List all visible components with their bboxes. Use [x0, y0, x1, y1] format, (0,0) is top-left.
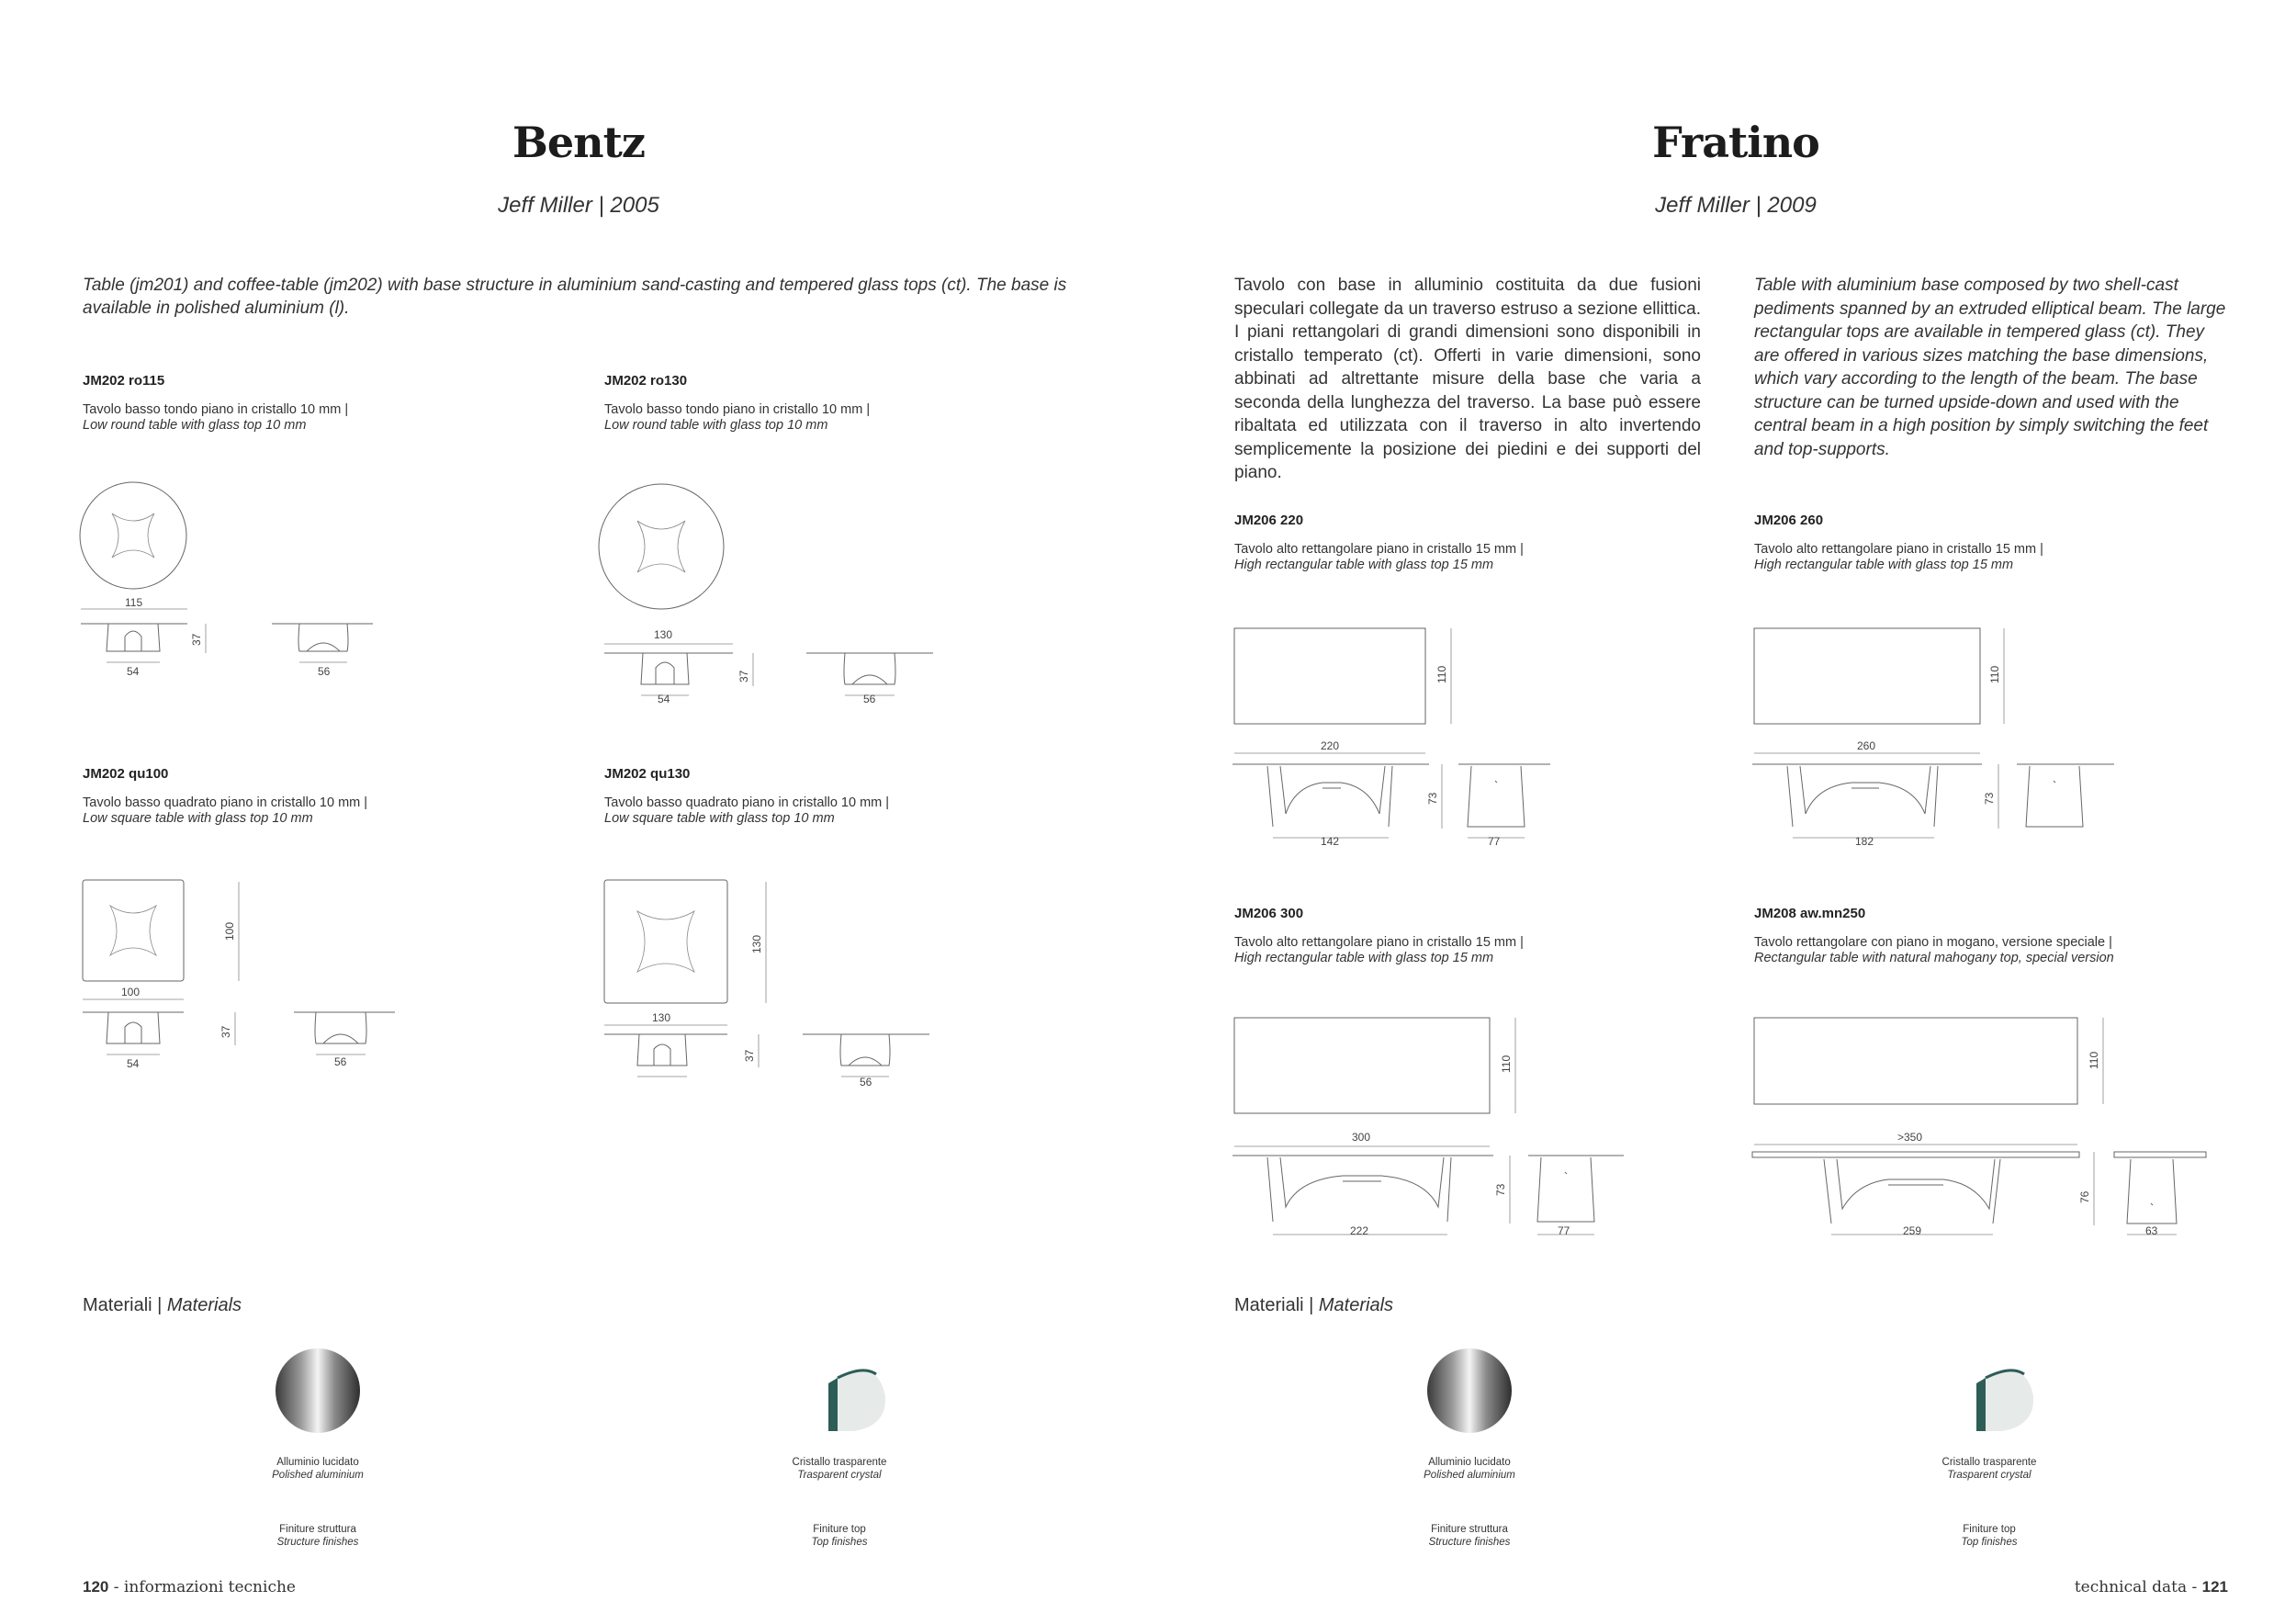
- base-footprint: [637, 911, 694, 972]
- description-english: Low square table with glass top 10 mm: [83, 811, 313, 826]
- aluminium-disc: [1427, 1348, 1512, 1433]
- product-code: JM202 qu130: [604, 766, 691, 782]
- base-width-label: 54: [127, 665, 140, 678]
- depth-label: 110: [1435, 665, 1448, 683]
- base-side-view: [1537, 1157, 1594, 1222]
- base-side-view: [315, 1012, 366, 1043]
- material-name-italian: Cristallo trasparente: [1941, 1457, 2037, 1468]
- depth-label: 110: [1988, 665, 2001, 683]
- description-english: Low round table with glass top 10 mm: [83, 418, 307, 433]
- intro-text-english: Table with aluminium base composed by two shell-cast pediments spanned by an extruded elliptical beam. The large rectangular tops are available in tempered glass (ct). They are offered in various sizes matching the base dimensions, which vary according to the length of the beam. The base structure can be turned upside-down and used with the central beam in a high position by simply switching the feet and top-supports.: [1754, 276, 2226, 459]
- technical-drawing-jm206-220: [1231, 625, 1561, 854]
- page-number: 120: [83, 1578, 109, 1596]
- finish-name-italian: Finiture struttura: [279, 1524, 356, 1535]
- height-label: 73: [1983, 792, 1996, 805]
- finish-name-english: Top finishes: [1961, 1537, 2018, 1548]
- side-width-label: 77: [1488, 835, 1501, 848]
- material-name-english: Trasparent crystal: [797, 1470, 882, 1481]
- intro-text-bentz: Table (jm201) and coffee-table (jm202) with base structure in aluminium sand-casting and tempered glass tops (ct). The base is available in polished aluminium (l).: [83, 276, 1067, 318]
- base-side-view: [1468, 766, 1525, 827]
- height-label: 73: [1426, 792, 1439, 805]
- rect-top-outline: [1754, 628, 1980, 724]
- finish-name-english: Structure finishes: [276, 1537, 359, 1548]
- materials-heading-italian: Materiali: [83, 1295, 152, 1315]
- product-description: [1234, 935, 1712, 966]
- designer-year-bentz: Jeff Miller | 2005: [498, 193, 659, 218]
- side-width-label: 56: [334, 1055, 347, 1068]
- base-front-view: [1267, 766, 1392, 827]
- square-top-outline: [604, 880, 727, 1003]
- crystal-face: [1984, 1370, 2033, 1431]
- height-label: 37: [743, 1049, 756, 1062]
- aluminium-disc: [276, 1348, 360, 1433]
- rect-top-outline: [1234, 628, 1425, 724]
- product-description: [604, 402, 1082, 434]
- base-front-view: [107, 624, 160, 651]
- description-english: High rectangular table with glass top 15 mm: [1234, 951, 1494, 965]
- finish-label-top: [1897, 1523, 2081, 1549]
- polished-aluminium-swatch: [274, 1347, 362, 1435]
- material-label-aluminium: [226, 1456, 410, 1482]
- depth-label: 110: [2088, 1051, 2100, 1069]
- base-width-label: 259: [1903, 1224, 1922, 1237]
- finish-label-top: [748, 1523, 931, 1549]
- transparent-crystal-swatch: [1975, 1361, 2039, 1435]
- materials-heading-separator: |: [1303, 1295, 1319, 1315]
- finish-name-italian: Finiture top: [1963, 1524, 2016, 1535]
- base-width-label: 54: [127, 1057, 140, 1070]
- finish-label-structure: [1378, 1523, 1561, 1549]
- finish-name-english: Structure finishes: [1428, 1537, 1511, 1548]
- technical-drawing-qu100: [73, 873, 422, 1084]
- base-width-label: 182: [1855, 835, 1874, 848]
- base-width-label: 222: [1350, 1224, 1369, 1237]
- side-width-label: 56: [860, 1076, 872, 1088]
- product-title-fratino: Fratino: [1652, 118, 1819, 167]
- product-description: [83, 795, 560, 827]
- product-description: [604, 795, 1082, 827]
- dimension-label: 130: [652, 1011, 671, 1024]
- base-side-view: [840, 1034, 890, 1066]
- description-italian: Tavolo alto rettangolare piano in cristallo 15 mm |: [1234, 542, 1524, 557]
- base-width-label: 54: [658, 693, 670, 705]
- finish-name-italian: Finiture struttura: [1431, 1524, 1508, 1535]
- technical-drawing-ro130: [597, 482, 964, 712]
- height-label: 37: [737, 670, 750, 682]
- page-footer-right: [2075, 1578, 2228, 1596]
- base-front-view: [1267, 1157, 1451, 1222]
- side-width-label: 56: [318, 665, 331, 678]
- materials-heading: [83, 1295, 242, 1316]
- base-front-view: [637, 1034, 687, 1066]
- product-code: JM206 260: [1754, 513, 1824, 528]
- mahogany-top-front: [1752, 1152, 2079, 1157]
- intro-text-italian: Tavolo con base in alluminio costituita da due fusioni speculari collegate da un traverso estruso a sezione ellittica. I piani rettangolari di grandi dimensioni sono disponibili in cristallo temperato (ct). Offerti in varie dimensioni, sono abbinati ad altrettante misure della base che varia a seconda della lunghezza del traverso. La base può essere ribaltata ed utilizzata con il traverso in alto invertendo semplicemente la posizione dei piedini e dei supporti del piano.: [1234, 276, 1701, 482]
- product-description: [83, 402, 560, 434]
- material-label-crystal: [748, 1456, 931, 1482]
- depth-label: 100: [223, 921, 236, 941]
- description-italian: Tavolo basso tondo piano in cristallo 10 mm |: [83, 402, 349, 417]
- dimension-label: 300: [1352, 1131, 1371, 1144]
- depth-label: 130: [750, 934, 763, 953]
- materials-heading: [1234, 1295, 1393, 1316]
- base-front-view: [107, 1012, 160, 1043]
- description-italian: Tavolo basso tondo piano in cristallo 10 mm |: [604, 402, 871, 417]
- side-width-label: 63: [2145, 1224, 2158, 1237]
- base-footprint: [112, 513, 154, 558]
- base-side-view: [2127, 1159, 2177, 1224]
- round-top-outline: [80, 482, 186, 589]
- base-footprint: [637, 521, 685, 572]
- materials-heading-english: Materials: [166, 1295, 242, 1315]
- product-code: JM206 300: [1234, 906, 1304, 921]
- description-italian: Tavolo basso quadrato piano in cristallo 10 mm |: [83, 795, 368, 810]
- finish-name-english: Top finishes: [811, 1537, 868, 1548]
- side-width-label: 56: [863, 693, 876, 705]
- description-english: Low square table with glass top 10 mm: [604, 811, 835, 826]
- dimension-label: >350: [1897, 1131, 1923, 1144]
- material-name-italian: Cristallo trasparente: [792, 1457, 887, 1468]
- mahogany-top-side: [2114, 1152, 2206, 1157]
- technical-drawing-jm206-260: [1750, 625, 2136, 854]
- dimension-label: 100: [121, 986, 141, 998]
- description-italian: Tavolo rettangolare con piano in mogano, versione speciale |: [1754, 935, 2112, 950]
- round-top-outline: [599, 484, 724, 609]
- rect-top-outline: [1234, 1018, 1490, 1113]
- product-code: JM202 ro115: [83, 373, 165, 389]
- finish-label-structure: [226, 1523, 410, 1549]
- crystal-edge: [1976, 1378, 1986, 1431]
- base-front-view: [641, 653, 689, 684]
- base-front-view: [1824, 1159, 2000, 1224]
- material-name-italian: Alluminio lucidato: [276, 1457, 359, 1468]
- technical-drawing-jm206-300: [1231, 1014, 1635, 1253]
- technical-drawing-qu130: [597, 873, 983, 1102]
- finish-name-italian: Finiture top: [813, 1524, 866, 1535]
- designer-year-fratino: Jeff Miller | 2009: [1655, 193, 1817, 218]
- page-section-label: - informazioni tecniche: [108, 1578, 296, 1596]
- base-front-view: [1787, 766, 1938, 827]
- description-english: Rectangular table with natural mahogany top, special version: [1754, 951, 2114, 965]
- crystal-edge: [828, 1378, 838, 1431]
- description-english: High rectangular table with glass top 15 mm: [1234, 558, 1494, 572]
- description-english: High rectangular table with glass top 15 mm: [1754, 558, 2014, 572]
- base-width-label: 142: [1321, 835, 1340, 848]
- material-name-english: Trasparent crystal: [1947, 1470, 2032, 1481]
- dimension-label: 260: [1857, 739, 1876, 752]
- transparent-crystal-swatch: [827, 1361, 891, 1435]
- page-section-label: technical data -: [2074, 1578, 2202, 1596]
- description-english: Low round table with glass top 10 mm: [604, 418, 828, 433]
- base-side-view: [844, 653, 895, 684]
- material-name-italian: Alluminio lucidato: [1428, 1457, 1511, 1468]
- material-name-english: Polished aluminium: [1424, 1470, 1515, 1481]
- technical-drawing-jm208: [1750, 1014, 2228, 1253]
- base-footprint: [110, 906, 156, 955]
- product-code: JM206 220: [1234, 513, 1304, 528]
- dimension-label: 220: [1321, 739, 1340, 752]
- height-label: 37: [190, 633, 203, 646]
- product-code: JM202 ro130: [604, 373, 688, 389]
- description-italian: Tavolo alto rettangolare piano in cristallo 15 mm |: [1234, 935, 1524, 950]
- product-code: JM208 aw.mn250: [1754, 906, 1866, 921]
- product-code: JM202 qu100: [83, 766, 169, 782]
- dimension-label: 115: [125, 596, 143, 609]
- base-side-view: [2026, 766, 2083, 827]
- dimension-label: 130: [654, 628, 673, 641]
- height-label: 73: [1494, 1183, 1507, 1196]
- materials-heading-italian: Materiali: [1234, 1295, 1304, 1315]
- description-italian: Tavolo alto rettangolare piano in cristallo 15 mm |: [1754, 542, 2043, 557]
- product-description: [1754, 542, 2232, 573]
- product-description: [1754, 935, 2232, 966]
- page-number: 121: [2201, 1578, 2228, 1596]
- material-label-aluminium: [1378, 1456, 1561, 1482]
- height-label: 76: [2078, 1190, 2091, 1203]
- base-side-view: [298, 624, 348, 651]
- product-description: [1234, 542, 1712, 573]
- rect-top-outline: [1754, 1018, 2077, 1104]
- material-label-crystal: [1897, 1456, 2081, 1482]
- material-name-english: Polished aluminium: [272, 1470, 364, 1481]
- materials-heading-separator: |: [152, 1295, 167, 1315]
- square-top-outline: [83, 880, 184, 981]
- materials-heading-english: Materials: [1318, 1295, 1394, 1315]
- page-footer-left: [83, 1578, 296, 1596]
- height-label: 37: [219, 1025, 232, 1038]
- crystal-face: [836, 1370, 885, 1431]
- polished-aluminium-swatch: [1425, 1347, 1514, 1435]
- side-width-label: 77: [1558, 1224, 1570, 1237]
- product-title-bentz: Bentz: [512, 118, 645, 167]
- technical-drawing-ro115: [73, 482, 404, 694]
- description-italian: Tavolo basso quadrato piano in cristallo 10 mm |: [604, 795, 890, 810]
- depth-label: 110: [1500, 1054, 1513, 1073]
